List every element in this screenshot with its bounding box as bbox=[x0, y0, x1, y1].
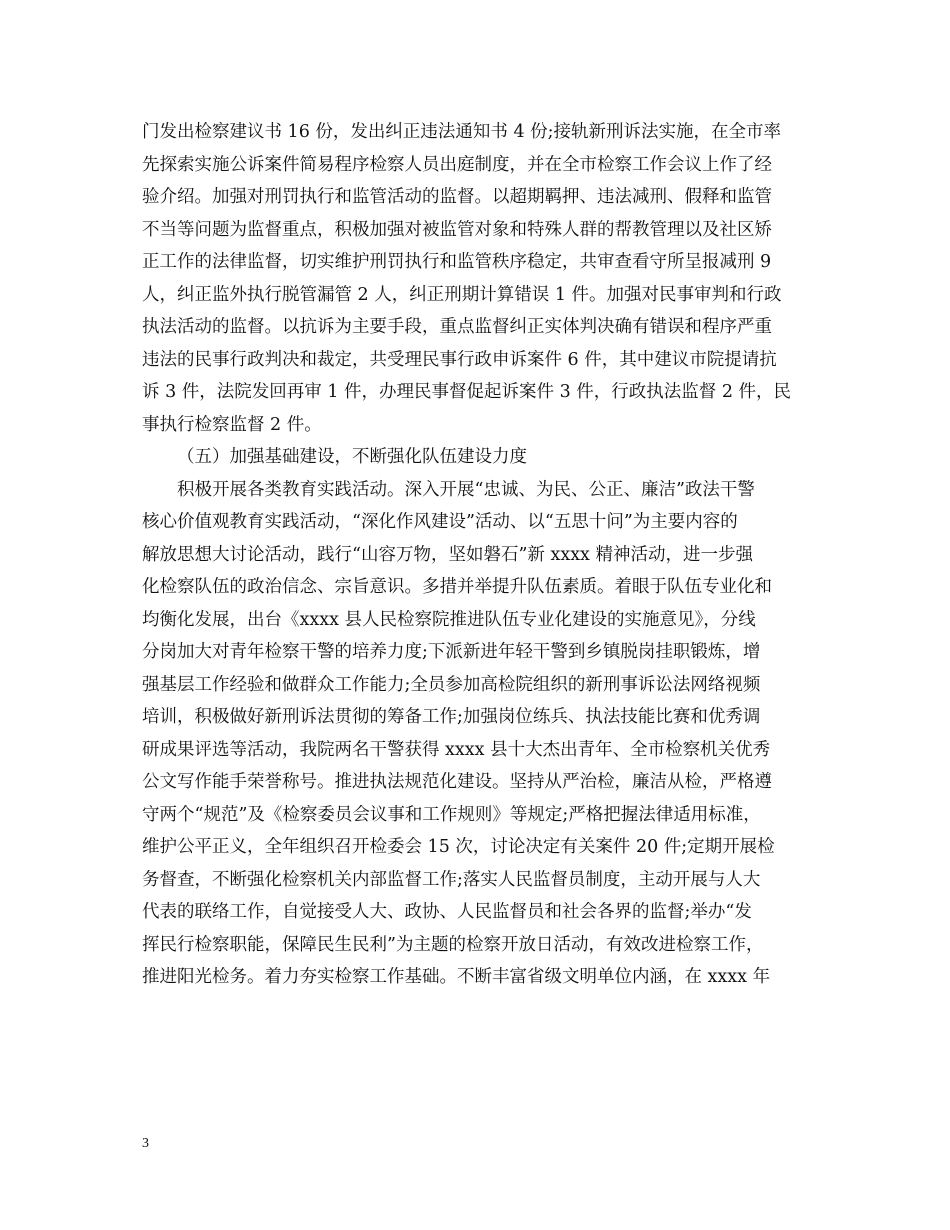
text-line: 培训，积极做好新刑诉法贯彻的筹备工作;加强岗位练兵、执法技能比赛和优秀调 bbox=[142, 707, 761, 727]
text-line: 不当等问题为监督重点，积极加强对被监管对象和特殊人群的帮教管理以及社区矫 bbox=[142, 219, 772, 240]
text-line: 正工作的法律监督，切实维护刑罚执行和监管秩序稳定，共审查看守所呈报减刑 9 bbox=[142, 252, 772, 272]
section-heading: （五）加强基础建设，不断强化队伍建设力度 bbox=[177, 447, 527, 467]
text-line: 守两个“规范”及《检察委员会议事和工作规则》等规定;严格把握法律适用标准， bbox=[142, 804, 761, 825]
body-text bbox=[142, 116, 822, 994]
text-line: 门发出检察建议书 16 份，发出纠正违法通知书 4 份;接轨新刑诉法实施，在全市率 bbox=[142, 122, 782, 142]
text-line: 公文写作能手荣誉称号。推进执法规范化建设。坚持从严治检，廉洁从检，严格遵 bbox=[142, 772, 772, 792]
text-line: 研成果评选等活动，我院两名干警获得 xxxx 县十大杰出青年、全市检察机关优秀 bbox=[142, 739, 771, 760]
text-line: 事执行检察监督 2 件。 bbox=[142, 414, 322, 435]
text-line: 核心价值观教育实践活动，“深化作风建设”活动、以“五思十问”为主要内容的 bbox=[142, 512, 738, 532]
text-line: 代表的联络工作，自觉接受人大、政协、人民监督员和社会各界的监督;举办“发 bbox=[142, 902, 752, 922]
text-line: 均衡化发展，出台《xxxx 县人民检察院推进队伍专业化建设的实施意见》，分线 bbox=[142, 609, 756, 630]
text-line: 违法的民事行政判决和裁定，共受理民事行政申诉案件 6 件，其中建议市院提请抗 bbox=[142, 349, 777, 370]
text-line: 解放思想大讨论活动，践行“山容万物，坚如磐石”新 xxxx 精神活动，进一步强 bbox=[142, 544, 753, 565]
text-line: 验介绍。加强对刑罚执行和监管活动的监督。以超期羁押、违法减刑、假释和监管 bbox=[142, 187, 772, 207]
text-line: 务督查，不断强化检察机关内部监督工作;落实人民监督员制度，主动开展与人大 bbox=[142, 869, 761, 890]
text-line: 推进阳光检务。着力夯实检察工作基础。不断丰富省级文明单位内涵，在 xxxx 年 bbox=[142, 967, 771, 987]
text-line: 分岗加大对青年检察干警的培养力度;下派新进年轻干警到乡镇脱岗挂职锻炼，增 bbox=[142, 642, 761, 662]
paragraph-first-line: 积极开展各类教育实践活动。深入开展“忠诚、为民、公正、廉洁”政法干警 bbox=[177, 479, 755, 500]
page-number: 3 bbox=[142, 1136, 149, 1151]
text-line: 诉 3 件，法院发回再审 1 件，办理民事督促起诉案件 3 件，行政执法监督 2 件，民 bbox=[142, 382, 792, 402]
text-line: 先探索实施公诉案件简易程序检察人员出庭制度，并在全市检察工作会议上作了经 bbox=[142, 154, 772, 175]
text-line: 维护公平正义，全年组织召开检委会 15 次，讨论决定有关案件 20 件;定期开展检 bbox=[142, 837, 775, 857]
text-line: 化检察队伍的政治信念、宗旨意识。多措并举提升队伍素质。着眼于队伍专业化和 bbox=[142, 577, 772, 597]
text-line: 挥民行检察职能，保障民生民利”为主题的检察开放日活动，有效改进检察工作， bbox=[142, 934, 764, 955]
text-line: 执法活动的监督。以抗诉为主要手段，重点监督纠正实体判决确有错误和程序严重 bbox=[142, 317, 772, 337]
text-line: 人，纠正监外执行脱管漏管 2 人，纠正刑期计算错误 1 件。加强对民事审判和行政 bbox=[142, 284, 782, 305]
text-line: 强基层工作经验和做群众工作能力;全员参加高检院组织的新刑事诉讼法网络视频 bbox=[142, 674, 761, 695]
